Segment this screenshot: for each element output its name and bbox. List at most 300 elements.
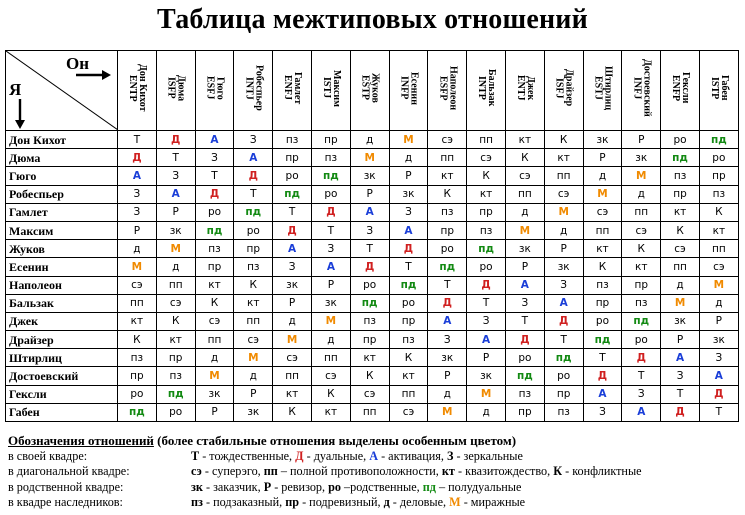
- relation-cell: Р: [544, 240, 583, 258]
- relation-cell: М: [544, 203, 583, 221]
- relation-cell: д: [583, 167, 622, 185]
- relation-cell: К: [661, 221, 700, 239]
- column-header-label: Бальзак INTP: [476, 69, 498, 107]
- relation-cell: ро: [622, 331, 661, 349]
- relation-cell: Д: [661, 403, 700, 421]
- relation-cell: А: [234, 149, 273, 167]
- corner-cell: [6, 51, 118, 131]
- relation-cell: зк: [505, 240, 544, 258]
- row-label: Наполеон: [6, 276, 118, 294]
- row-label: Есенин: [6, 258, 118, 276]
- legend-title: [8, 433, 743, 449]
- relation-cell: Д: [428, 294, 467, 312]
- relation-cell: Р: [622, 131, 661, 149]
- relation-cell: пд: [156, 385, 195, 403]
- relation-cell: Д: [311, 203, 350, 221]
- relation-cell: сэ: [273, 349, 312, 367]
- relation-cell: зк: [273, 276, 312, 294]
- table-row: [6, 403, 739, 421]
- relation-cell: пд: [544, 349, 583, 367]
- relation-cell: зк: [661, 312, 700, 330]
- relation-cell: пз: [505, 385, 544, 403]
- relation-cell: Т: [311, 221, 350, 239]
- relation-cell: Д: [583, 367, 622, 385]
- column-header: [622, 51, 661, 131]
- relation-cell: кт: [350, 349, 389, 367]
- relation-cell: д: [156, 258, 195, 276]
- relation-cell: А: [350, 203, 389, 221]
- relation-cell: пп: [622, 203, 661, 221]
- relation-cell: Т: [273, 203, 312, 221]
- relation-cell: Р: [389, 167, 428, 185]
- relation-cell: А: [467, 331, 506, 349]
- relation-cell: М: [699, 276, 738, 294]
- column-header-label: Наполеон ESFP: [437, 65, 459, 111]
- relation-cell: М: [234, 349, 273, 367]
- relation-cell: сэ: [467, 149, 506, 167]
- relation-cell: пп: [350, 403, 389, 421]
- relation-cell: З: [389, 203, 428, 221]
- relation-cell: Р: [699, 312, 738, 330]
- legend-key: в родственной квадре:: [8, 479, 124, 494]
- legend-code: кт: [441, 464, 455, 478]
- relation-cell: пз: [428, 203, 467, 221]
- column-header: [195, 51, 234, 131]
- relation-cell: Д: [505, 331, 544, 349]
- relation-cell: сэ: [156, 294, 195, 312]
- row-label: Дон Кихот: [6, 131, 118, 149]
- relation-cell: сэ: [699, 258, 738, 276]
- relation-cell: Т: [234, 185, 273, 203]
- relation-cell: ро: [273, 167, 312, 185]
- legend-code: зк: [191, 479, 203, 494]
- relation-cell: А: [622, 403, 661, 421]
- column-header-label: Есенин INFP: [398, 71, 420, 105]
- corner-diagonal: [6, 51, 118, 130]
- relation-cell: М: [622, 167, 661, 185]
- relation-cell: З: [661, 367, 700, 385]
- table-row: [6, 312, 739, 330]
- table-row: [6, 240, 739, 258]
- table-row: [6, 167, 739, 185]
- column-header-label: Достоевский INFJ: [631, 59, 653, 117]
- relation-cell: зк: [544, 258, 583, 276]
- relation-cell: А: [156, 185, 195, 203]
- row-label: Максим: [6, 221, 118, 239]
- relation-cell: А: [583, 385, 622, 403]
- legend-code: сэ: [191, 464, 202, 478]
- row-label: Робеспьер: [6, 185, 118, 203]
- column-header: [118, 51, 157, 131]
- column-header: [234, 51, 273, 131]
- relation-cell: Т: [118, 131, 157, 149]
- column-header-label: Драйзер ISFJ: [553, 69, 575, 107]
- relation-cell: ро: [156, 403, 195, 421]
- relation-cell: М: [273, 331, 312, 349]
- relation-cell: пд: [661, 149, 700, 167]
- row-label: Джек: [6, 312, 118, 330]
- relation-cell: А: [661, 349, 700, 367]
- relation-cell: сэ: [234, 331, 273, 349]
- relation-cell: А: [118, 167, 157, 185]
- relation-cell: пр: [661, 185, 700, 203]
- arrow-down-icon: [15, 120, 25, 129]
- relation-cell: зк: [311, 294, 350, 312]
- relation-cell: Д: [350, 258, 389, 276]
- relation-cell: М: [505, 221, 544, 239]
- row-label: Гюго: [6, 167, 118, 185]
- relation-cell: д: [195, 349, 234, 367]
- relation-cell: зк: [195, 385, 234, 403]
- column-header-label: Гексли ENFP: [670, 72, 692, 104]
- legend-description: [191, 495, 525, 511]
- column-header-label: Жуков ESTP: [359, 73, 381, 103]
- relation-cell: пз: [118, 349, 157, 367]
- relation-cell: М: [156, 240, 195, 258]
- column-header: [661, 51, 700, 131]
- relation-cell: пр: [273, 149, 312, 167]
- legend-key: в диагональной квадре:: [8, 464, 130, 478]
- relation-cell: Д: [273, 221, 312, 239]
- relation-cell: сэ: [311, 367, 350, 385]
- relation-cell: зк: [428, 349, 467, 367]
- relation-cell: А: [311, 258, 350, 276]
- relation-cell: сэ: [389, 403, 428, 421]
- relation-cell: А: [505, 276, 544, 294]
- relation-cell: ро: [118, 385, 157, 403]
- row-label: Дюма: [6, 149, 118, 167]
- relation-cell: пр: [428, 221, 467, 239]
- relation-cell: З: [467, 312, 506, 330]
- relation-cell: зк: [350, 167, 389, 185]
- relation-cell: М: [389, 131, 428, 149]
- relation-cell: кт: [583, 240, 622, 258]
- relation-cell: ро: [234, 221, 273, 239]
- relation-cell: Р: [311, 276, 350, 294]
- relation-cell: Т: [467, 294, 506, 312]
- relation-cell: З: [350, 221, 389, 239]
- legend-code: Р: [263, 479, 272, 494]
- relation-cell: пз: [195, 240, 234, 258]
- column-header: [428, 51, 467, 131]
- legend-text: –родственные,: [340, 479, 423, 494]
- relation-cell: пр: [699, 167, 738, 185]
- legend-key: в квадре наследников:: [8, 495, 123, 509]
- legend-text: - дуальные,: [303, 448, 370, 463]
- row-label: Штирлиц: [6, 349, 118, 367]
- relation-cell: пр: [311, 131, 350, 149]
- relation-cell: зк: [234, 403, 273, 421]
- relation-cell: пз: [273, 131, 312, 149]
- relation-cell: пд: [350, 294, 389, 312]
- relation-cell: кт: [389, 367, 428, 385]
- relation-cell: пз: [350, 312, 389, 330]
- relation-cell: Р: [195, 403, 234, 421]
- table-row: [6, 331, 739, 349]
- relation-cell: кт: [234, 294, 273, 312]
- relation-cell: пд: [389, 276, 428, 294]
- relation-cell: д: [311, 331, 350, 349]
- relation-cell: Т: [195, 167, 234, 185]
- relation-cell: К: [118, 331, 157, 349]
- relation-cell: пп: [234, 312, 273, 330]
- relation-cell: пд: [505, 367, 544, 385]
- relation-cell: ро: [661, 131, 700, 149]
- column-header-label: Робеспьер INTJ: [243, 65, 265, 111]
- relation-cell: Т: [156, 149, 195, 167]
- row-label: Гексли: [6, 385, 118, 403]
- relation-cell: К: [389, 349, 428, 367]
- relation-cell: К: [350, 367, 389, 385]
- relation-cell: З: [118, 203, 157, 221]
- relation-cell: М: [467, 385, 506, 403]
- column-header-label: Джек ENTJ: [514, 75, 536, 101]
- relation-cell: А: [273, 240, 312, 258]
- legend-code: Д: [295, 448, 304, 463]
- table-row: [6, 349, 739, 367]
- legend-code: пр: [285, 495, 300, 509]
- relation-cell: пд: [311, 167, 350, 185]
- relation-cell: кт: [273, 385, 312, 403]
- legend-title-main: Обозначения отношений: [8, 433, 154, 448]
- relation-cell: К: [273, 403, 312, 421]
- legend-description: [191, 480, 521, 496]
- legend-text: - суперэго,: [201, 464, 264, 478]
- relation-cell: ро: [505, 349, 544, 367]
- legend-key: в своей квадре:: [8, 448, 88, 463]
- relation-cell: пз: [389, 331, 428, 349]
- relation-cell: Т: [350, 240, 389, 258]
- relation-cell: Р: [505, 258, 544, 276]
- corner-me-label: Я: [9, 80, 22, 99]
- relation-cell: пп: [467, 131, 506, 149]
- relation-cell: К: [311, 385, 350, 403]
- table-row: [6, 258, 739, 276]
- relation-cell: пп: [699, 240, 738, 258]
- relation-cell: З: [234, 131, 273, 149]
- relation-cell: М: [311, 312, 350, 330]
- legend-code: пп: [263, 464, 278, 478]
- relation-cell: пз: [583, 276, 622, 294]
- row-label: Габен: [6, 403, 118, 421]
- relation-cell: зк: [389, 185, 428, 203]
- relation-cell: М: [350, 149, 389, 167]
- relation-cell: пп: [389, 385, 428, 403]
- table-row: [6, 203, 739, 221]
- column-header: [467, 51, 506, 131]
- relation-cell: ро: [350, 276, 389, 294]
- relation-cell: ро: [195, 203, 234, 221]
- relation-cell: М: [195, 367, 234, 385]
- relation-cell: пр: [350, 331, 389, 349]
- column-header: [505, 51, 544, 131]
- relation-cell: З: [156, 167, 195, 185]
- column-header: [699, 51, 738, 131]
- relation-cell: Д: [118, 149, 157, 167]
- relation-cell: З: [311, 240, 350, 258]
- relation-cell: кт: [156, 331, 195, 349]
- relation-cell: зк: [467, 367, 506, 385]
- legend-text: - тождественные,: [199, 448, 296, 463]
- relation-cell: зк: [699, 331, 738, 349]
- column-header: [350, 51, 389, 131]
- relation-cell: д: [234, 367, 273, 385]
- relation-cell: д: [661, 276, 700, 294]
- relation-cell: зк: [156, 221, 195, 239]
- relation-cell: Т: [389, 258, 428, 276]
- relations-table: [5, 50, 739, 422]
- column-header: [389, 51, 428, 131]
- relation-cell: сэ: [583, 203, 622, 221]
- relation-cell: д: [273, 312, 312, 330]
- relation-cell: д: [505, 203, 544, 221]
- relation-cell: Д: [234, 167, 273, 185]
- relation-cell: пп: [544, 167, 583, 185]
- column-header-label: Гюго ESFJ: [204, 76, 226, 100]
- relation-cell: Т: [428, 276, 467, 294]
- relation-cell: кт: [195, 276, 234, 294]
- relation-cell: пр: [195, 258, 234, 276]
- table-row: [6, 149, 739, 167]
- row-label: Жуков: [6, 240, 118, 258]
- relation-cell: ро: [428, 240, 467, 258]
- relation-cell: К: [622, 240, 661, 258]
- relation-cell: кт: [505, 131, 544, 149]
- relation-cell: К: [467, 167, 506, 185]
- relation-cell: З: [699, 349, 738, 367]
- relation-cell: К: [544, 131, 583, 149]
- legend-text: - ревизор,: [271, 479, 329, 494]
- relation-cell: д: [467, 403, 506, 421]
- relation-cell: Р: [661, 331, 700, 349]
- relation-cell: М: [661, 294, 700, 312]
- relation-cell: Д: [156, 131, 195, 149]
- relation-cell: сэ: [118, 276, 157, 294]
- relation-cell: Д: [389, 240, 428, 258]
- relation-cell: Т: [622, 367, 661, 385]
- relation-cell: кт: [661, 203, 700, 221]
- table-row: [6, 276, 739, 294]
- relation-cell: Д: [467, 276, 506, 294]
- relation-cell: пз: [544, 403, 583, 421]
- table-row: [6, 367, 739, 385]
- legend-title-rest: (более стабильные отношения выделены особенным цветом): [153, 433, 517, 448]
- row-label: Гамлет: [6, 203, 118, 221]
- legend-text: - подзаказный,: [202, 495, 286, 509]
- relation-cell: кт: [311, 403, 350, 421]
- relation-cell: пп: [428, 149, 467, 167]
- column-header: [544, 51, 583, 131]
- relation-cell: Р: [234, 385, 273, 403]
- relation-cell: пд: [467, 240, 506, 258]
- relation-cell: кт: [622, 258, 661, 276]
- legend-code: З: [446, 448, 454, 463]
- relation-cell: кт: [544, 149, 583, 167]
- legend-text: – полной противоположности,: [277, 464, 442, 478]
- relation-cell: пд: [699, 131, 738, 149]
- relation-cell: Р: [428, 367, 467, 385]
- relation-cell: Т: [699, 403, 738, 421]
- legend-code: ро: [328, 479, 341, 494]
- column-header: [156, 51, 195, 131]
- relation-cell: Р: [467, 349, 506, 367]
- column-header-label: Габен ISTP: [708, 75, 730, 101]
- legend-text: - зеркальные: [453, 448, 523, 463]
- relation-cell: Р: [583, 149, 622, 167]
- relation-cell: кт: [428, 167, 467, 185]
- relation-cell: ро: [544, 367, 583, 385]
- relation-cell: пр: [505, 403, 544, 421]
- relation-cell: пр: [156, 349, 195, 367]
- relation-cell: Т: [661, 385, 700, 403]
- table-row: [6, 221, 739, 239]
- relation-cell: пп: [661, 258, 700, 276]
- legend-row: [8, 464, 743, 480]
- legend-code: К: [553, 464, 563, 478]
- relation-cell: пз: [311, 149, 350, 167]
- relation-cell: З: [428, 331, 467, 349]
- relation-cell: З: [622, 385, 661, 403]
- relation-cell: д: [118, 240, 157, 258]
- relation-cell: А: [544, 294, 583, 312]
- legend-text: - деловые,: [389, 495, 450, 509]
- relation-cell: сэ: [505, 167, 544, 185]
- relation-cell: пр: [234, 240, 273, 258]
- relation-cell: З: [273, 258, 312, 276]
- relation-cell: пр: [389, 312, 428, 330]
- relation-cell: пд: [428, 258, 467, 276]
- legend-row: [8, 480, 743, 496]
- relation-cell: пр: [622, 276, 661, 294]
- relation-cell: К: [505, 149, 544, 167]
- relation-cell: кт: [467, 185, 506, 203]
- legend-code: А: [369, 448, 379, 463]
- relation-cell: пд: [195, 221, 234, 239]
- relation-cell: сэ: [428, 131, 467, 149]
- legend-code: пд: [422, 479, 436, 494]
- relation-cell: д: [544, 221, 583, 239]
- relation-cell: Д: [544, 312, 583, 330]
- relation-cell: сэ: [195, 312, 234, 330]
- relation-cell: А: [195, 131, 234, 149]
- row-label: Драйзер: [6, 331, 118, 349]
- relation-cell: сэ: [350, 385, 389, 403]
- legend-text: - заказчик,: [202, 479, 264, 494]
- relation-cell: д: [622, 185, 661, 203]
- legend-text: - квазитождество,: [454, 464, 554, 478]
- column-header-label: Дюма ISFP: [165, 74, 187, 102]
- relation-cell: К: [234, 276, 273, 294]
- legend-code: Т: [191, 448, 200, 463]
- relation-cell: Р: [118, 221, 157, 239]
- legend-text: - подревизный,: [299, 495, 384, 509]
- relation-cell: К: [195, 294, 234, 312]
- table-row: [6, 385, 739, 403]
- table-header-row: [6, 51, 739, 131]
- column-header: [311, 51, 350, 131]
- relation-cell: З: [195, 149, 234, 167]
- column-header: [273, 51, 312, 131]
- relation-cell: пп: [583, 221, 622, 239]
- corner-he-label: Он: [66, 54, 90, 73]
- legend-row: [8, 449, 743, 465]
- relation-cell: д: [428, 385, 467, 403]
- relation-cell: сэ: [661, 240, 700, 258]
- relation-cell: З: [544, 276, 583, 294]
- relation-cell: сэ: [622, 221, 661, 239]
- relation-cell: д: [389, 149, 428, 167]
- legend: [8, 433, 743, 511]
